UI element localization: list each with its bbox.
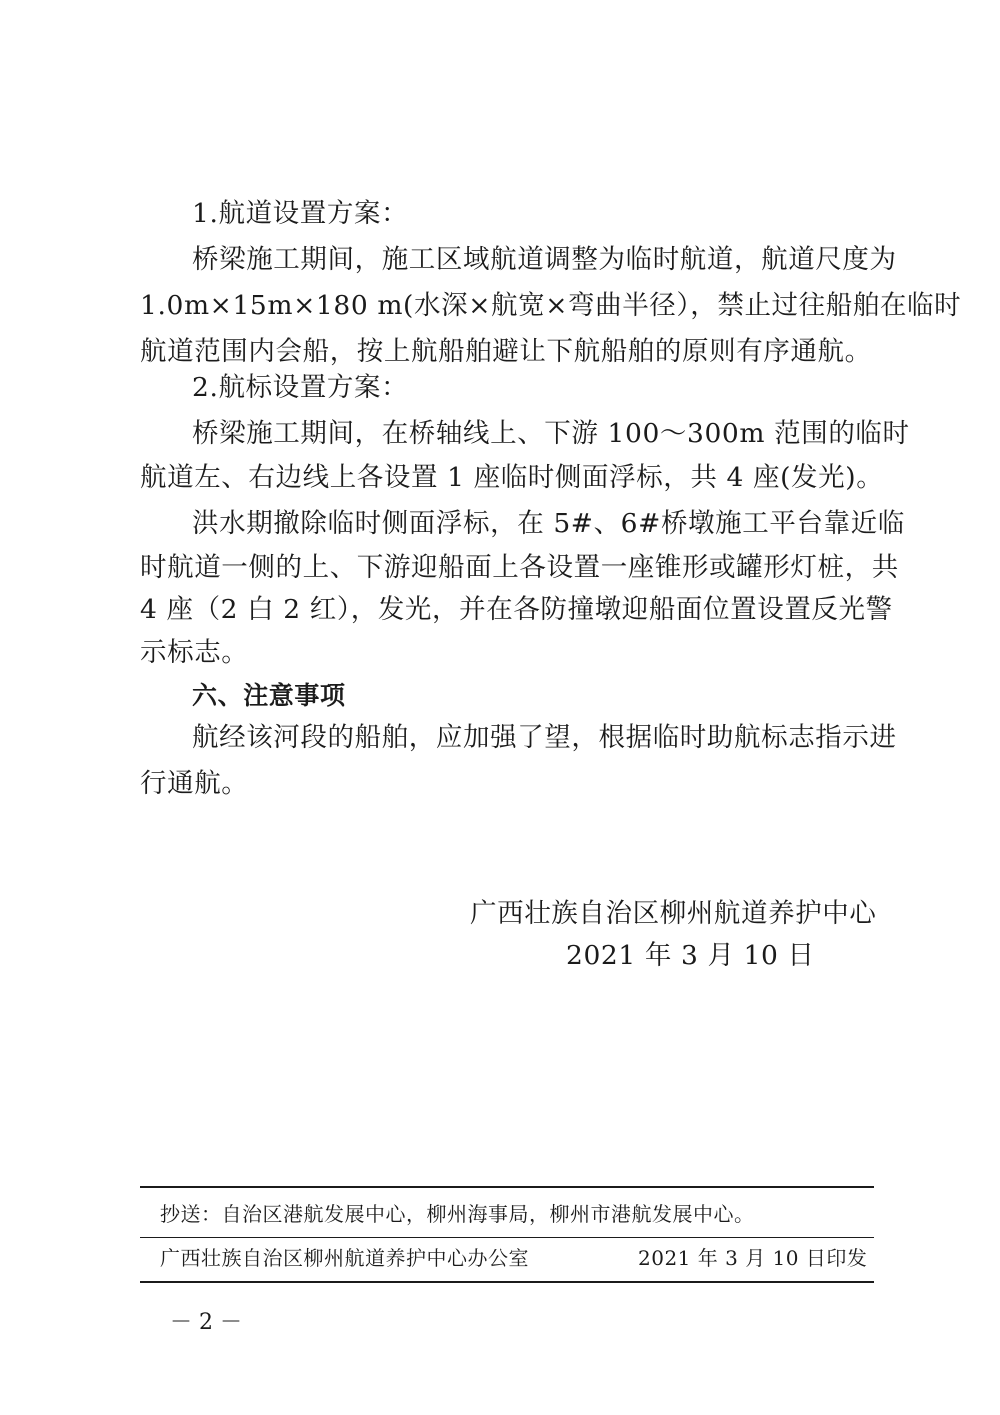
flood-line-3: 4 座（2 白 2 红），发光，并在各防撞墩迎船面位置设置反光警 (140, 594, 893, 625)
signature-organization: 广西壮族自治区柳州航道养护中心 (470, 898, 877, 929)
buoy-plan-line-2: 航道左、右边线上各设置 1 座临时侧面浮标，共 4 座(发光)。 (140, 462, 884, 493)
channel-plan-heading: 1.航道设置方案： (192, 198, 409, 229)
notice-heading: 六、注意事项 (192, 681, 346, 710)
flood-line-4: 示标志。 (140, 637, 249, 668)
buoy-plan-heading: 2.航标设置方案： (192, 372, 409, 403)
signature-date: 2021 年 3 月 10 日 (566, 940, 815, 971)
channel-plan-line-2: 1.0m×15m×180 m(水深×航宽×弯曲半径），禁止过往船舶在临时 (140, 290, 962, 321)
channel-plan-line-1: 桥梁施工期间，施工区域航道调整为临时航道，航道尺度为 (192, 244, 897, 275)
channel-plan-line-3: 航道范围内会船，按上航船舶避让下航船舶的原则有序通航。 (140, 336, 872, 367)
buoy-plan-line-1: 桥梁施工期间，在桥轴线上、下游 100～300m 范围的临时 (192, 418, 910, 449)
issue-date: 2021 年 3 月 10 日印发 (638, 1246, 868, 1270)
issuer: 广西壮族自治区柳州航道养护中心办公室 (160, 1246, 529, 1270)
cc-line: 抄送：自治区港航发展中心，柳州海事局，柳州市港航发展中心。 (160, 1202, 755, 1226)
flood-line-1: 洪水期撤除临时侧面浮标，在 5#、6#桥墩施工平台靠近临 (192, 508, 905, 539)
footer-top-rule (140, 1186, 874, 1188)
flood-line-2: 时航道一侧的上、下游迎船面上各设置一座锥形或罐形灯桩，共 (140, 552, 899, 583)
page-number: － 2 － (170, 1310, 242, 1335)
notice-line-1: 航经该河段的船舶，应加强了望，根据临时助航标志指示进 (192, 722, 897, 753)
footer-middle-rule (140, 1237, 874, 1238)
footer-bottom-rule (140, 1281, 874, 1283)
notice-line-2: 行通航。 (140, 768, 249, 799)
